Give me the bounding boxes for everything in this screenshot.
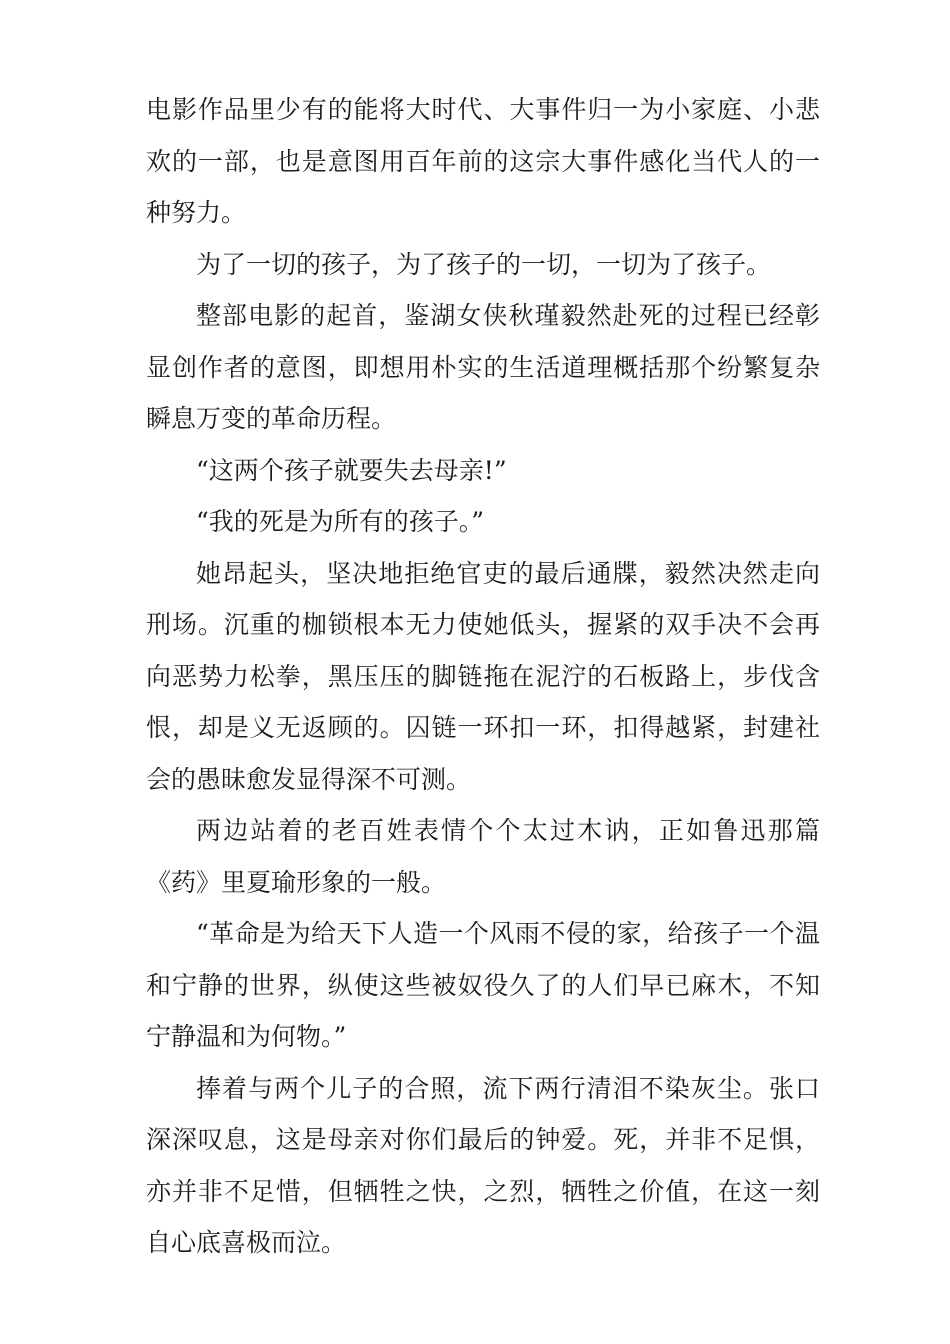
paragraph-execution: 她昂起头，坚决地拒绝官吏的最后通牒，毅然决然走向刑场。沉重的枷锁根本无力使她低头，握紧的双手决不会再向恶势力松拳，黑压压的脚链拖在泥泞的石板路上，步伐含恨，却是义无返顾的。囚链一环扣一环，扣得越紧，封建社会的愚昧愈发显得深不可测。 (146, 558, 820, 794)
quote-children-lose-mother: “这两个孩子就要失去母亲!” (196, 455, 507, 485)
quote-revolution: “革命是为给天下人造一个风雨不侵的家，给孩子一个温和宁静的世界，纵使这些被奴役久了的人们早已麻木，不知宁静温和为何物。” (146, 919, 820, 1051)
paragraph-opening: 整部电影的起首，鉴湖女侠秋瑾毅然赴死的过程已经彰显创作者的意图，即想用朴实的生活道理概括那个纷繁复杂瞬息万变的革命历程。 (146, 301, 820, 433)
paragraph-continuation: 电影作品里少有的能将大时代、大事件归一为小家庭、小悲欢的一部，也是意图用百年前的这宗大事件感化当代人的一种努力。 (146, 95, 820, 227)
paragraph-onlookers: 两边站着的老百姓表情个个太过木讷，正如鲁迅那篇《药》里夏瑜形象的一般。 (146, 816, 820, 897)
paragraph-farewell: 捧着与两个儿子的合照，流下两行清泪不染灰尘。张口深深叹息，这是母亲对你们最后的钟爱。死，并非不足惧，亦并非不足惜，但牺牲之快，之烈，牺牲之价值，在这一刻自心底喜极而泣。 (146, 1073, 820, 1257)
paragraph-motto: 为了一切的孩子，为了孩子的一切，一切为了孩子。 (196, 249, 772, 279)
document-body (146, 84, 820, 1269)
quote-death-for-children: “我的死是为所有的孩子。” (196, 507, 485, 536)
